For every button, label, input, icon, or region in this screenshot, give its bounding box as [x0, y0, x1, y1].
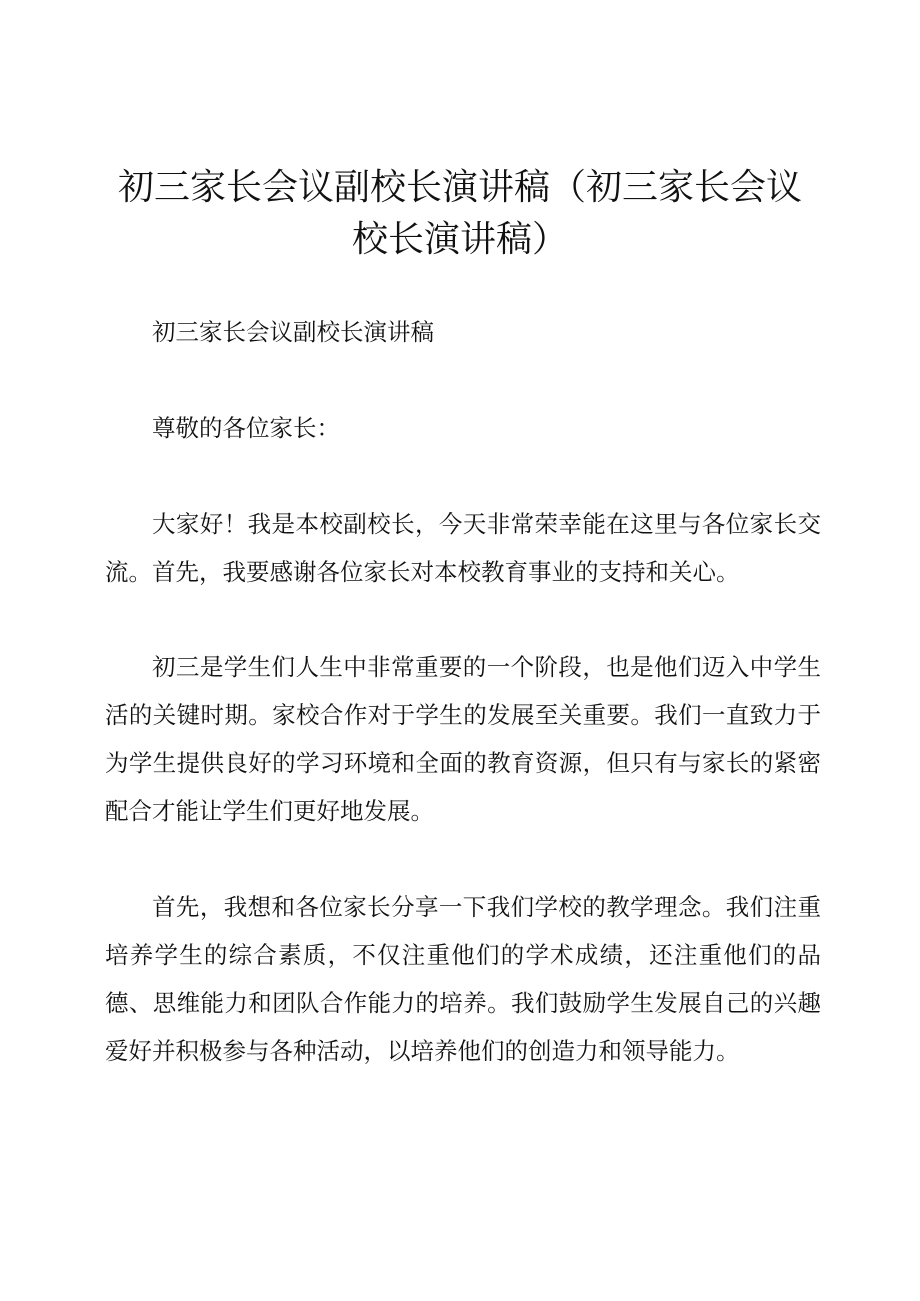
document-title: 初三家长会议副校长演讲稿（初三家长会议校长演讲稿） [117, 167, 802, 260]
paragraph-3: 首先，我想和各位家长分享一下我们学校的教学理念。我们注重培养学生的综合素质，不仅注重他们的学术成绩，还注重他们的品德、思维能力和团队合作能力的培养。我们鼓励学生发展自己的兴趣爱好并积极参与各种活动，以培养他们的创造力和领导能力。 [105, 893, 821, 1065]
salutation: 尊敬的各位家长： [152, 414, 340, 442]
paragraph-1: 大家好！我是本校副校长，今天非常荣幸能在这里与各位家长交流。首先，我要感谢各位家长对本校教育事业的支持和关心。 [105, 510, 821, 586]
paragraph-2: 初三是学生们人生中非常重要的一个阶段，也是他们迈入中学生活的关键时期。家校合作对于学生的发展至关重要。我们一直致力于为学生提供良好的学习环境和全面的教育资源，但只有与家长的紧密配合才能让学生们更好地发展。 [105, 653, 821, 825]
document-subtitle: 初三家长会议副校长演讲稿 [152, 318, 434, 346]
